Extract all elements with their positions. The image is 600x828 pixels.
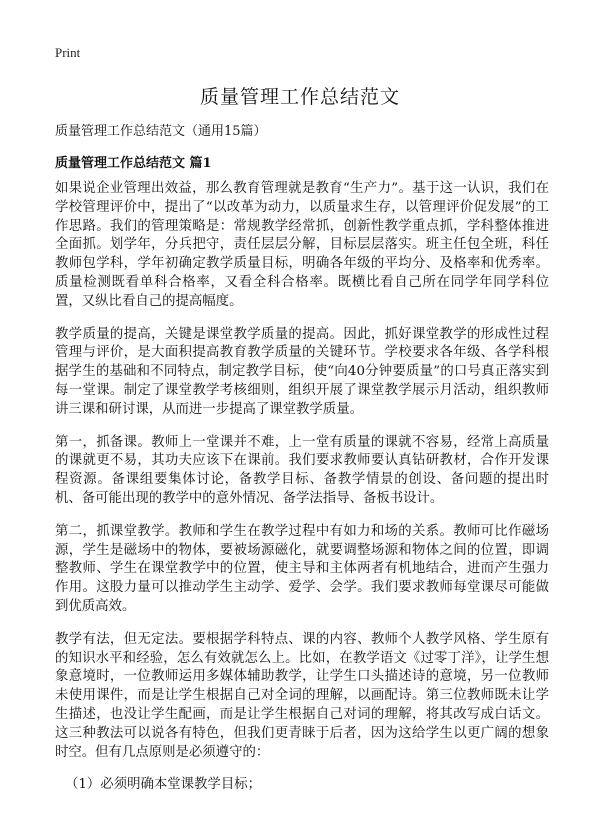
body-paragraph: 第一，抓备课。教师上一堂课并不难，上一堂有质量的课就不容易，经常上高质量的课就更不易，其功夫应该下在课前。我们要求教师要认真钻研教材，合作开发课程资源。备课组要集体讨论，备教学目标、备教学情景的创设、备问题的提出时机、备可能出现的教学中的意外情况、备学法指导、备板书设计。 xyxy=(55,434,549,506)
body-paragraph: 教学有法，但无定法。要根据学科特点、课的内容、教师个人教学风格、学生原有的知识水平和经验，怎么有效就怎么上。比如，在教学语文《过零丁洋》，让学生想象意境时，一位教师运用多媒体辅助教学，让学生口头描述诗的意境，另一位教师未使用课件，而是让学生根据自己对全词的理解，以画配诗。第三位教师既未让学生描述，也没让学生配画，而是让学生根据自己对词的理解，将其改写成白话文。这三种教法可以说各有特色，但我们更青睐于后者，因为这给学生以更广阔的想象时空。但有几点原则是必须遵守的： xyxy=(55,631,549,760)
document-subtitle: 质量管理工作总结范文（通用15篇） xyxy=(55,124,267,139)
body-paragraph: 第二，抓课堂教学。教师和学生在教学过程中有如力和场的关系。教师可比作磁场源，学生是磁场中的物体，要被场源磁化，就要调整场源和物体之间的位置，即调整教师、学生在课堂教学中的位置，使主导和主体两者有机地结合，进而产生强力作用。这股力量可以推动学生主动学、爱学、会学。我们要求教师每堂课尽可能做到优质高效。 xyxy=(55,523,549,614)
list-item: （1）必须明确本堂课教学目标； xyxy=(65,777,261,793)
body-paragraph: 教学质量的提高，关键是课堂教学质量的提高。因此，抓好课堂教学的形成性过程管理与评价，是大面积提高教育教学质量的关键环节。学校要求各年级、各学科根据学生的基础和不同特点，制定教学目标，使“向40分钟要质量”的口号真正落实到每一堂课。制定了课堂教学考核细则，组织开展了课堂教学展示月活动，组织教师讲三课和研讨课，从而进一步提高了课堂教学质量。 xyxy=(55,326,549,417)
body-paragraph: 如果说企业管理出效益，那么教育管理就是教育“生产力”。基于这一认识，我们在学校管理评价中，提出了“以改革为动力，以质量求生存，以管理评价促发展”的工作思路。我们的管理策略是：常规教学经常抓，创新性教学重点抓，学科整体推进全面抓。划学年，分兵把守，责任层层分解，目标层层落实。班主任包全班，科任教师包学科，学年初确定教学质量目标，明确各年级的平均分、及格率和优秀率。质量检测既看单科合格率，又看全科合格率。既横比看自己所在同学年同学科位置，又纵比看自己的提高幅度。 xyxy=(55,181,549,309)
document-title: 质量管理工作总结范文 xyxy=(199,86,400,108)
document-body xyxy=(55,180,549,809)
print-label: Print xyxy=(55,45,81,60)
section-heading: 质量管理工作总结范文 篇1 xyxy=(55,156,212,171)
